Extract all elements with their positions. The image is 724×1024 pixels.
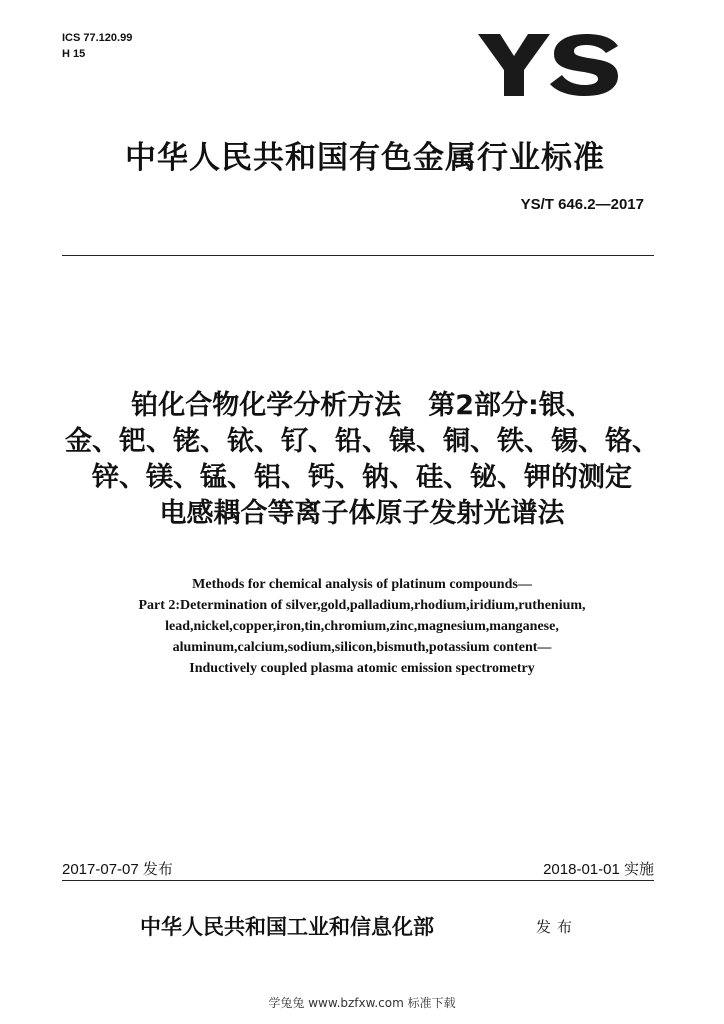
title-cn-line: 铂化合物化学分析方法 第2部分:银、 [131,390,593,421]
footer-watermark: 学兔兔 www.bzfxw.com 标准下载 [268,996,456,1010]
title-chinese [30,388,694,532]
organization-title: 中华人民共和国有色金属行业标准 [125,140,605,176]
classification-codes [62,30,132,62]
ics-code: ICS 77.120.99 [62,32,133,44]
title-cn-line: 金、钯、铑、铱、钌、铅、镍、铜、铁、锡、铬、 [65,426,659,457]
title-cn-line: 电感耦合等离子体原子发射光谱法 [159,498,565,529]
header-divider [62,255,654,256]
issue-date: 2017-07-07 发布 [62,861,173,878]
title-cn-line: 锌、镁、锰、铝、钙、钠、硅、铋、钾的测定 [92,462,632,493]
footer-divider [62,880,654,881]
ys-logo [478,34,618,96]
issue-label: 发布 [536,918,579,936]
title-english [40,574,684,679]
ys-logo-letter-s [550,34,618,96]
implementation-date: 2018-01-01 实施 [543,861,654,878]
title-en-line: Part 2:Determination of silver,gold,palladium,rhodium,iridium,ruthenium, [138,598,586,613]
standard-number: YS/T 646.2—2017 [520,196,644,213]
title-en-line: Methods for chemical analysis of platinum compounds— [192,577,532,592]
title-en-line: aluminum,calcium,sodium,silicon,bismuth,potassium content— [172,640,552,655]
issuing-authority: 中华人民共和国工业和信息化部 [140,914,434,939]
title-en-line: lead,nickel,copper,iron,tin,chromium,zinc,magnesium,manganese, [165,619,559,634]
ccs-code: H 15 [62,48,86,60]
title-en-line: Inductively coupled plasma atomic emission spectrometry [189,661,535,676]
ys-logo-letter-y [478,34,550,96]
